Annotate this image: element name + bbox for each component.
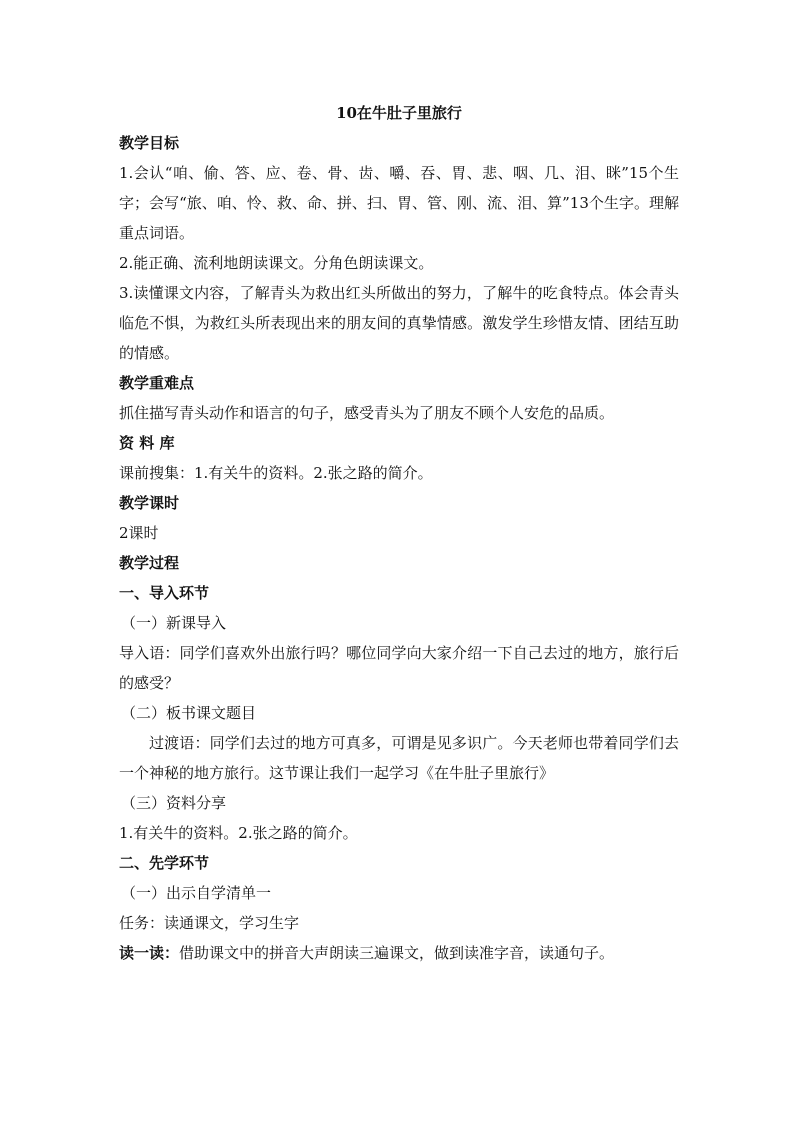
document-body bbox=[119, 98, 679, 968]
part1-step1-title: （一）新课导入 bbox=[121, 614, 227, 632]
part2-read-line bbox=[119, 938, 679, 968]
part1-step3-text: 1.有关牛的资料。2.张之路的简介。 bbox=[119, 824, 358, 842]
part1-heading: 一、导入环节 bbox=[119, 584, 210, 602]
part2-task: 任务：读通课文，学习生字 bbox=[119, 914, 300, 932]
objective-item-2: 2.能正确、流利地朗读课文。分角色朗读课文。 bbox=[119, 254, 434, 272]
part2-heading: 二、先学环节 bbox=[119, 854, 210, 872]
key-points-text: 抓住描写青头动作和语言的句子，感受青头为了朋友不顾个人安危的品质。 bbox=[119, 404, 615, 422]
part1-step1-text: 导入语：同学们喜欢外出旅行吗？哪位同学向大家介绍一下自己去过的地方，旅行后的感受？ bbox=[119, 644, 679, 692]
objective-item-3: 3.读懂课文内容，了解青头为救出红头所做出的努力，了解牛的吃食特点。体会青头临危不惧，为救红头所表现出来的朋友间的真挚情感。激发学生珍惜友情、团结互助的情感。 bbox=[119, 284, 679, 362]
key-points-heading: 教学重难点 bbox=[119, 374, 195, 392]
document-title: 10在牛肚子里旅行 bbox=[336, 104, 462, 122]
process-heading: 教学过程 bbox=[119, 554, 180, 572]
objectives-heading: 教学目标 bbox=[119, 134, 180, 152]
part1-step3-title: （三）资料分享 bbox=[121, 794, 227, 812]
hours-heading: 教学课时 bbox=[119, 494, 180, 512]
part2-step1-title: （一）出示自学清单一 bbox=[121, 884, 272, 902]
part1-step2-title: （二）板书课文题目 bbox=[121, 704, 257, 722]
resources-text: 课前搜集：1.有关牛的资料。2.张之路的简介。 bbox=[119, 464, 433, 482]
resources-heading: 资 料 库 bbox=[119, 434, 175, 452]
part1-step2-text: 过渡语：同学们去过的地方可真多，可谓是见多识广。今天老师也带着同学们去一个神秘的地方旅行。这节课让我们一起学习《在牛肚子里旅行》 bbox=[119, 734, 679, 782]
read-text: 借助课文中的拼音大声朗读三遍课文，做到读准字音，读通句子。 bbox=[179, 944, 615, 962]
objective-item-1: 1.会认“咱、偷、答、应、卷、骨、齿、嚼、吞、胃、悲、咽、几、泪、眯”15个生字；会写“旅、咱、怜、救、命、拼、扫、胃、管、刚、流、泪、算”13个生字。理解重点词语。 bbox=[119, 164, 679, 242]
hours-text: 2课时 bbox=[119, 524, 159, 542]
read-label: 读一读： bbox=[119, 944, 180, 962]
